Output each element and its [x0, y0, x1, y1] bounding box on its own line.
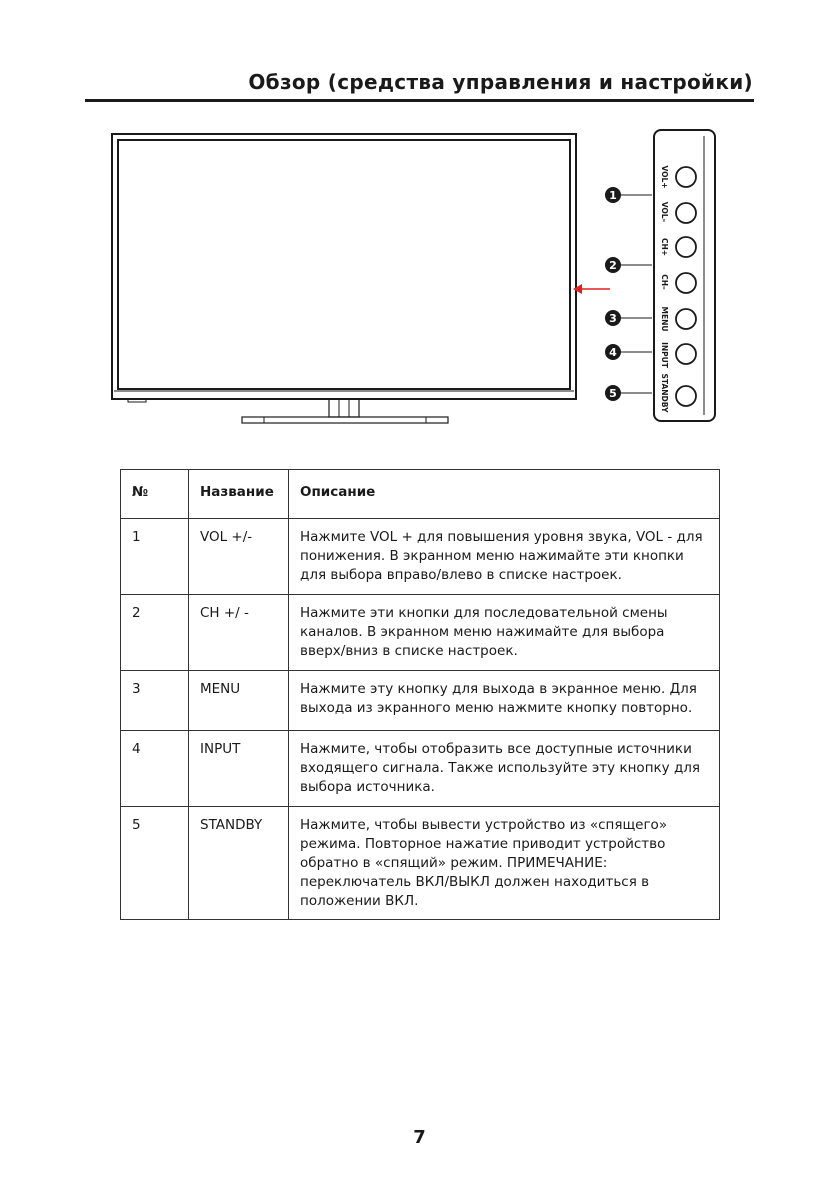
- row-num: 3: [121, 671, 189, 731]
- callout-2: 2: [609, 259, 617, 272]
- callouts: [621, 195, 652, 393]
- row-name: INPUT: [189, 731, 289, 807]
- button-panel: [654, 130, 715, 421]
- label-standby: STANDBY: [660, 373, 669, 413]
- row-num: 1: [121, 519, 189, 595]
- page-title: Обзор (средства управления и настройки): [248, 70, 753, 94]
- row-num: 5: [121, 807, 189, 920]
- label-vol-minus: VOL–: [660, 201, 669, 223]
- row-num: 2: [121, 595, 189, 671]
- table-row: [121, 519, 720, 595]
- label-ch-minus: CH–: [660, 274, 669, 290]
- input-button: [676, 344, 696, 364]
- row-name: STANDBY: [189, 807, 289, 920]
- controls-table: [120, 469, 720, 920]
- row-num: 4: [121, 731, 189, 807]
- standby-button: [676, 386, 696, 406]
- tv-stand-base: [242, 417, 448, 423]
- label-input: INPUT: [660, 342, 669, 368]
- row-desc: Нажмите, чтобы отобразить все доступные источники входящего сигнала. Также используйте эту кнопку для выбора источника.: [289, 731, 720, 807]
- callout-5: 5: [609, 387, 617, 400]
- table-row: [121, 671, 720, 731]
- table-row: [121, 595, 720, 671]
- callout-1: 1: [609, 189, 617, 202]
- vol-plus-button: [676, 167, 696, 187]
- row-desc: Нажмите эту кнопку для выхода в экранное меню. Для выхода из экранного меню нажмите кнопку повторно.: [289, 671, 720, 731]
- row-desc: Нажмите эти кнопки для последовательной смены каналов. В экранном меню нажимайте для выбора вверх/вниз в списке настроек.: [289, 595, 720, 671]
- callout-4: 4: [609, 346, 617, 359]
- table-row: [121, 807, 720, 920]
- header-name: Название: [189, 470, 289, 519]
- row-name: VOL +/-: [189, 519, 289, 595]
- header-desc: Описание: [289, 470, 720, 519]
- ch-plus-button: [676, 237, 696, 257]
- header-num: №: [121, 470, 189, 519]
- ir-sensor: [128, 399, 146, 402]
- row-name: MENU: [189, 671, 289, 731]
- tv-illustration: [112, 134, 576, 423]
- row-name: CH +/ -: [189, 595, 289, 671]
- table-row: [121, 731, 720, 807]
- row-desc: Нажмите, чтобы вывести устройство из «спящего» режима. Повторное нажатие приводит устройство обратно в «спящий» режим. ПРИМЕЧАНИЕ: переключатель ВКЛ/ВЫКЛ должен находиться в положении ВКЛ.: [289, 807, 720, 920]
- vol-minus-button: [676, 203, 696, 223]
- label-ch-plus: CH+: [660, 237, 669, 257]
- side-arrow: [573, 284, 610, 294]
- tv-frame: [112, 134, 576, 399]
- tv-screen: [118, 140, 570, 389]
- tv-diagram: [0, 0, 839, 440]
- label-menu: MENU: [660, 306, 669, 332]
- ch-minus-button: [676, 273, 696, 293]
- label-vol-plus: VOL+: [660, 165, 669, 189]
- table-header-row: [121, 470, 720, 519]
- row-desc: Нажмите VOL + для повышения уровня звука, VOL - для понижения. В экранном меню нажимайте эти кнопки для выбора вправо/влево в списке настроек.: [289, 519, 720, 595]
- page-number: 7: [413, 1127, 426, 1148]
- menu-button: [676, 309, 696, 329]
- callout-3: 3: [609, 312, 617, 325]
- tv-stand-neck: [329, 399, 359, 417]
